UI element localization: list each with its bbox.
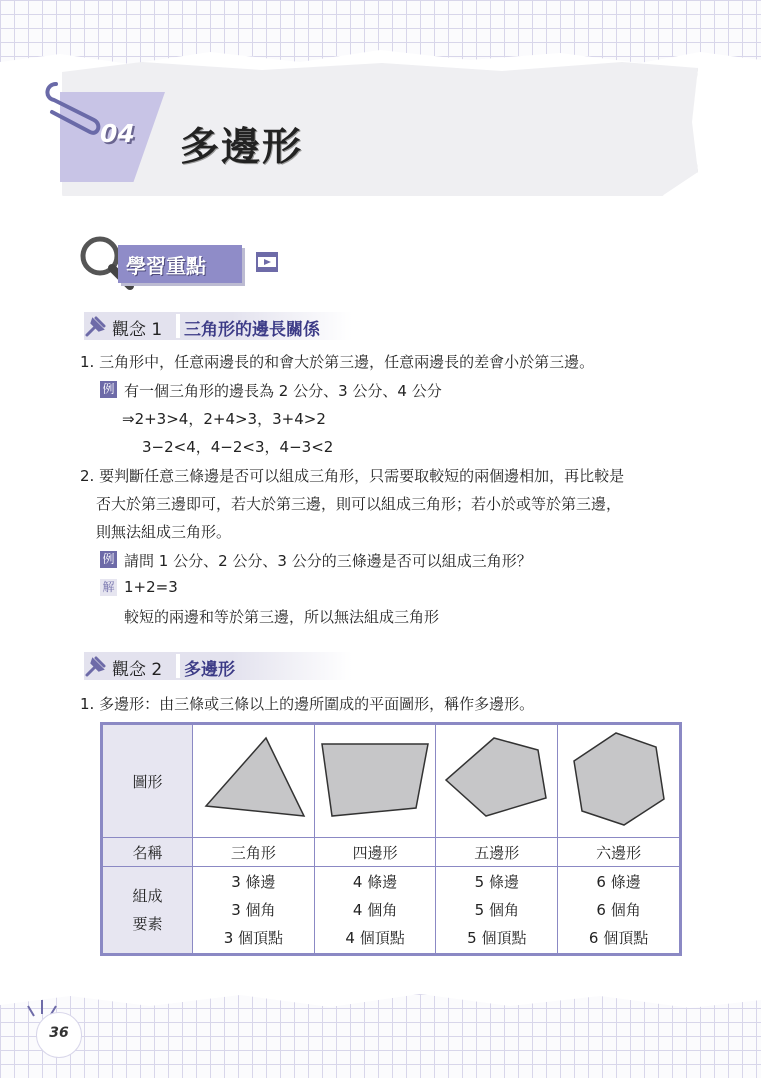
hexagon-cell [558,724,681,838]
triangle-cell [193,724,315,838]
sides-count: 3 條邊 [231,873,276,891]
concept-2-heading [84,652,352,680]
concept-divider [176,654,180,678]
vertices-count: 6 個頂點 [588,929,649,947]
angles-count: 3 個角 [231,901,276,919]
table-cell [314,867,436,955]
example-1-text: 有一個三角形的邊長為 2 公分、3 公分、4 公分 [124,382,442,400]
sides-count: 6 條邊 [596,873,641,891]
chapter-number: 04 [100,119,135,148]
angles-count: 6 個角 [596,901,641,919]
row-header-name: 名稱 [102,838,193,867]
angles-count: 4 個角 [352,901,398,919]
table-cell [558,867,681,955]
vertices-count: 3 個頂點 [223,929,284,947]
row-header-elements [102,867,193,955]
table-cell [436,867,558,955]
chapter-header-card [62,62,698,196]
table-row-elements [102,867,681,955]
concept-1-point-2-line-3: 則無法組成三角形。 [96,523,232,541]
paperclip-icon [38,74,108,144]
solution-tag: 解 [100,579,117,596]
table-cell: 五邊形 [436,838,558,867]
video-play-icon[interactable] [256,252,278,272]
example-2-text: 請問 1 公分、2 公分、3 公分的三條邊是否可以組成三角形？ [124,552,532,570]
page-number: 36 [49,1025,69,1041]
sides-count: 4 條邊 [352,873,398,891]
table-cell: 四邊形 [314,838,436,867]
table-cell: 三角形 [193,838,315,867]
pentagon-cell [436,724,558,838]
solution-line-1: 1+2=3 [124,578,178,596]
concept-divider [176,314,180,338]
concept-2-label: 觀念 2 [112,660,163,680]
polygon-table [100,722,682,956]
quadrilateral-figure [320,736,430,822]
example-1-line-2: ⇒2+3>4，2+4>3，3+4>2 [122,410,326,428]
table-row-figure [102,724,681,838]
table-cell: 六邊形 [558,838,681,867]
example-tag: 例 [100,551,117,568]
concept-1-point-2-line-1: 2. 要判斷任意三條邊是否可以組成三角形，只需要取較短的兩個邊相加，再比較是 [80,467,625,485]
table-row-name [102,838,681,867]
concept-1-point-2-line-2: 否大於第三邊即可，若大於第三邊，則可以組成三角形；若小於或等於第三邊， [96,495,622,513]
concept-1-label: 觀念 1 [112,320,163,340]
angles-count: 5 個角 [474,901,519,919]
sides-count: 5 條邊 [474,873,519,891]
vertices-count: 4 個頂點 [345,929,405,947]
row-header-elements-line-1: 組成 [132,887,163,905]
chapter-title: 多邊形 [180,125,304,170]
row-header-elements-line-2: 要素 [132,915,163,933]
row-header-figure: 圖形 [102,724,193,838]
quadrilateral-cell [314,724,436,838]
solution-line-2: 較短的兩邊和等於第三邊，所以無法組成三角形 [124,608,440,626]
pentagon-figure [442,736,552,822]
example-tag: 例 [100,381,117,398]
vertices-count: 5 個頂點 [467,929,527,947]
concept-1-heading [84,312,352,340]
page-number-badge [36,1012,82,1058]
table-cell [193,867,315,955]
triangle-figure [198,736,308,822]
pushpin-icon [84,654,108,678]
concept-2-title: 多邊形 [184,660,235,680]
pushpin-icon [84,314,108,338]
concept-1-title: 三角形的邊長關係 [184,320,320,340]
example-1-line-3: 3−2<4，4−2<3，4−3<2 [142,438,334,456]
concept-2-point-1: 1. 多邊形：由三條或三條以上的邊所圍成的平面圖形，稱作多邊形。 [80,695,535,713]
hexagon-figure [564,729,674,829]
concept-1-point-1: 1. 三角形中，任意兩邊長的和會大於第三邊，任意兩邊長的差會小於第三邊。 [80,353,595,371]
learning-focus-label: 學習重點 [126,254,206,278]
